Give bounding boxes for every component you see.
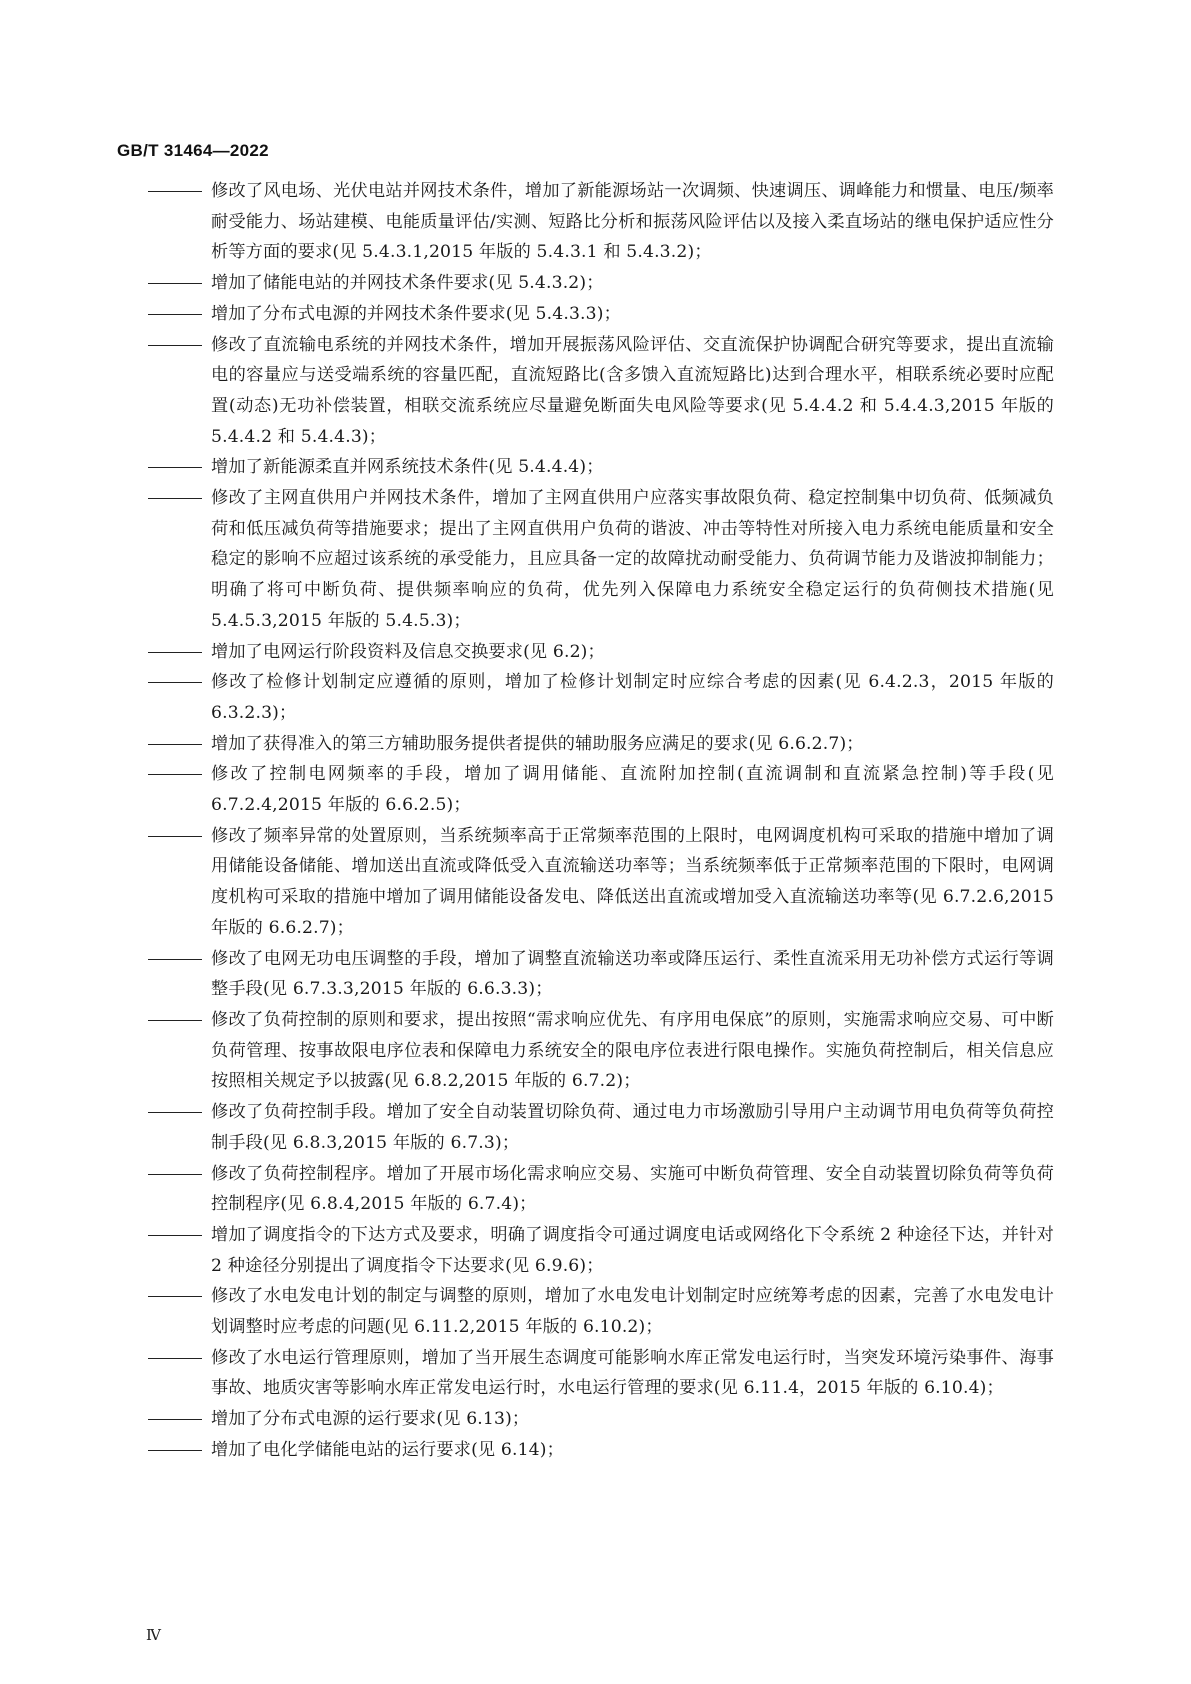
change-text: 增加了分布式电源的运行要求(见 6.13)； <box>211 1409 530 1430</box>
change-item <box>146 1435 1054 1466</box>
change-item <box>146 1005 1054 1097</box>
change-item <box>146 176 1054 268</box>
change-text: 修改了直流输电系统的并网技术条件，增加开展振荡风险评估、交直流保护协调配合研究等要求，提出直流输电的容量应与送受端系统的容量匹配，直流短路比(含多馈入直流短路比)达到合理水平，相联系统必要时应配置(动态)无功补偿装置，相联交流系统应尽量避免断面失电风险等要求(见 5.4.4.2 和 5.4.4.3,2015 年版的 5.4.4.2 和 5.4.4.3)； <box>211 334 1054 447</box>
change-text: 增加了调度指令的下达方式及要求，明确了调度指令可通过调度电话或网络化下令系统 2 种途径下达，并针对 2 种途径分别提出了调度指令下达要求(见 6.9.6)； <box>211 1224 1054 1276</box>
change-text: 修改了负荷控制程序。增加了开展市场化需求响应交易、实施可中断负荷管理、安全自动装置切除负荷等负荷控制程序(见 6.8.4,2015 年版的 6.7.4)； <box>211 1163 1054 1215</box>
em-dash-bullet <box>146 483 206 514</box>
change-text: 修改了风电场、光伏电站并网技术条件，增加了新能源场站一次调频、快速调压、调峰能力和惯量、电压/频率耐受能力、场站建模、电能质量评估/实测、短路比分析和振荡风险评估以及接入柔直场站的继电保护适应性分析等方面的要求(见 5.4.3.1,2015 年版的 5.4.3.1 和 5.4.3.2)； <box>211 181 1054 263</box>
em-dash-bullet <box>146 1220 206 1251</box>
change-item <box>146 1343 1054 1404</box>
change-text: 修改了控制电网频率的手段，增加了调用储能、直流附加控制(直流调制和直流紧急控制)等手段(见 6.7.2.4,2015 年版的 6.6.2.5)； <box>211 764 1054 816</box>
em-dash-bullet <box>146 1435 206 1466</box>
change-item <box>146 299 1054 330</box>
em-dash-bullet <box>146 667 206 698</box>
change-text: 增加了储能电站的并网技术条件要求(见 5.4.3.2)； <box>211 273 604 294</box>
change-item <box>146 821 1054 944</box>
em-dash-bullet <box>146 1005 206 1036</box>
change-item <box>146 667 1054 728</box>
change-text: 修改了频率异常的处置原则，当系统频率高于正常频率范围的上限时，电网调度机构可采取的措施中增加了调用储能设备储能、增加送出直流或降低受入直流输送功率等；当系统频率低于正常频率范围的下限时，电网调度机构可采取的措施中增加了调用储能设备发电、降低送出直流或增加受入直流输送功率等(见 6.7.2.6,2015 年版的 6.6.2.7)； <box>211 825 1054 938</box>
em-dash-bullet <box>146 1097 206 1128</box>
change-text: 增加了电网运行阶段资料及信息交换要求(见 6.2)； <box>211 641 605 662</box>
change-item <box>146 1159 1054 1220</box>
em-dash-bullet <box>146 729 206 760</box>
change-item <box>146 759 1054 820</box>
change-text: 增加了新能源柔直并网系统技术条件(见 5.4.4.4)； <box>211 457 604 478</box>
change-item <box>146 637 1054 668</box>
change-text: 增加了电化学储能电站的运行要求(见 6.14)； <box>211 1439 564 1460</box>
change-item <box>146 1097 1054 1158</box>
change-text: 修改了主网直供用户并网技术条件，增加了主网直供用户应落实事故限负荷、稳定控制集中切负荷、低频减负荷和低压减负荷等措施要求；提出了主网直供用户负荷的谐波、冲击等特性对所接入电力系统电能质量和安全稳定的影响不应超过该系统的承受能力，且应具备一定的故障扰动耐受能力、负荷调节能力及谐波抑制能力；明确了将可中断负荷、提供频率响应的负荷，优先列入保障电力系统安全稳定运行的负荷侧技术措施(见 5.4.5.3,2015 年版的 5.4.5.3)； <box>211 488 1054 631</box>
change-text: 修改了负荷控制手段。增加了安全自动装置切除负荷、通过电力市场激励引导用户主动调节用电负荷等负荷控制手段(见 6.8.3,2015 年版的 6.7.3)； <box>211 1102 1054 1153</box>
em-dash-bullet <box>146 176 206 207</box>
em-dash-bullet <box>146 268 206 299</box>
em-dash-bullet <box>146 299 206 330</box>
em-dash-bullet <box>146 330 206 361</box>
em-dash-bullet <box>146 637 206 668</box>
change-item <box>146 1220 1054 1281</box>
change-item <box>146 452 1054 483</box>
em-dash-bullet <box>146 1281 206 1312</box>
change-text: 修改了水电发电计划的制定与调整的原则，增加了水电发电计划制定时应统筹考虑的因素，完善了水电发电计划调整时应考虑的问题(见 6.11.2,2015 年版的 6.10.2)； <box>211 1286 1054 1338</box>
change-item <box>146 483 1054 637</box>
standard-id-header: GB/T 31464—2022 <box>117 141 269 160</box>
changes-list <box>146 176 1054 1466</box>
change-item <box>146 729 1054 760</box>
em-dash-bullet <box>146 1343 206 1374</box>
em-dash-bullet <box>146 821 206 852</box>
em-dash-bullet <box>146 452 206 483</box>
change-text: 修改了检修计划制定应遵循的原则，增加了检修计划制定时应综合考虑的因素(见 6.4.2.3，2015 年版的 6.3.2.3)； <box>211 672 1054 723</box>
change-text: 增加了分布式电源的并网技术条件要求(见 5.4.3.3)； <box>211 303 621 324</box>
page-number: Ⅳ <box>146 1628 161 1644</box>
change-text: 修改了水电运行管理原则，增加了当开展生态调度可能影响水库正常发电运行时，当突发环境污染事件、海事事故、地质灾害等影响水库正常发电运行时，水电运行管理的要求(见 6.11.4，2015 年版的 6.10.4)； <box>211 1347 1054 1399</box>
change-text: 修改了负荷控制的原则和要求，提出按照“需求响应优先、有序用电保底”的原则，实施需求响应交易、可中断负荷管理、按事故限电序位表和保障电力系统安全的限电序位表进行限电操作。实施负荷控制后，相关信息应按照相关规定予以披露(见 6.8.2,2015 年版的 6.7.2)； <box>211 1009 1054 1092</box>
change-item <box>146 1404 1054 1435</box>
em-dash-bullet <box>146 1159 206 1190</box>
change-item <box>146 944 1054 1005</box>
em-dash-bullet <box>146 759 206 790</box>
em-dash-bullet <box>146 944 206 975</box>
change-item <box>146 268 1054 299</box>
change-text: 增加了获得准入的第三方辅助服务提供者提供的辅助服务应满足的要求(见 6.6.2.7)； <box>211 733 864 754</box>
change-text: 修改了电网无功电压调整的手段，增加了调整直流输送功率或降压运行、柔性直流采用无功补偿方式运行等调整手段(见 6.7.3.3,2015 年版的 6.6.3.3)； <box>211 948 1054 1000</box>
change-item <box>146 330 1054 453</box>
em-dash-bullet <box>146 1404 206 1435</box>
change-item <box>146 1281 1054 1342</box>
